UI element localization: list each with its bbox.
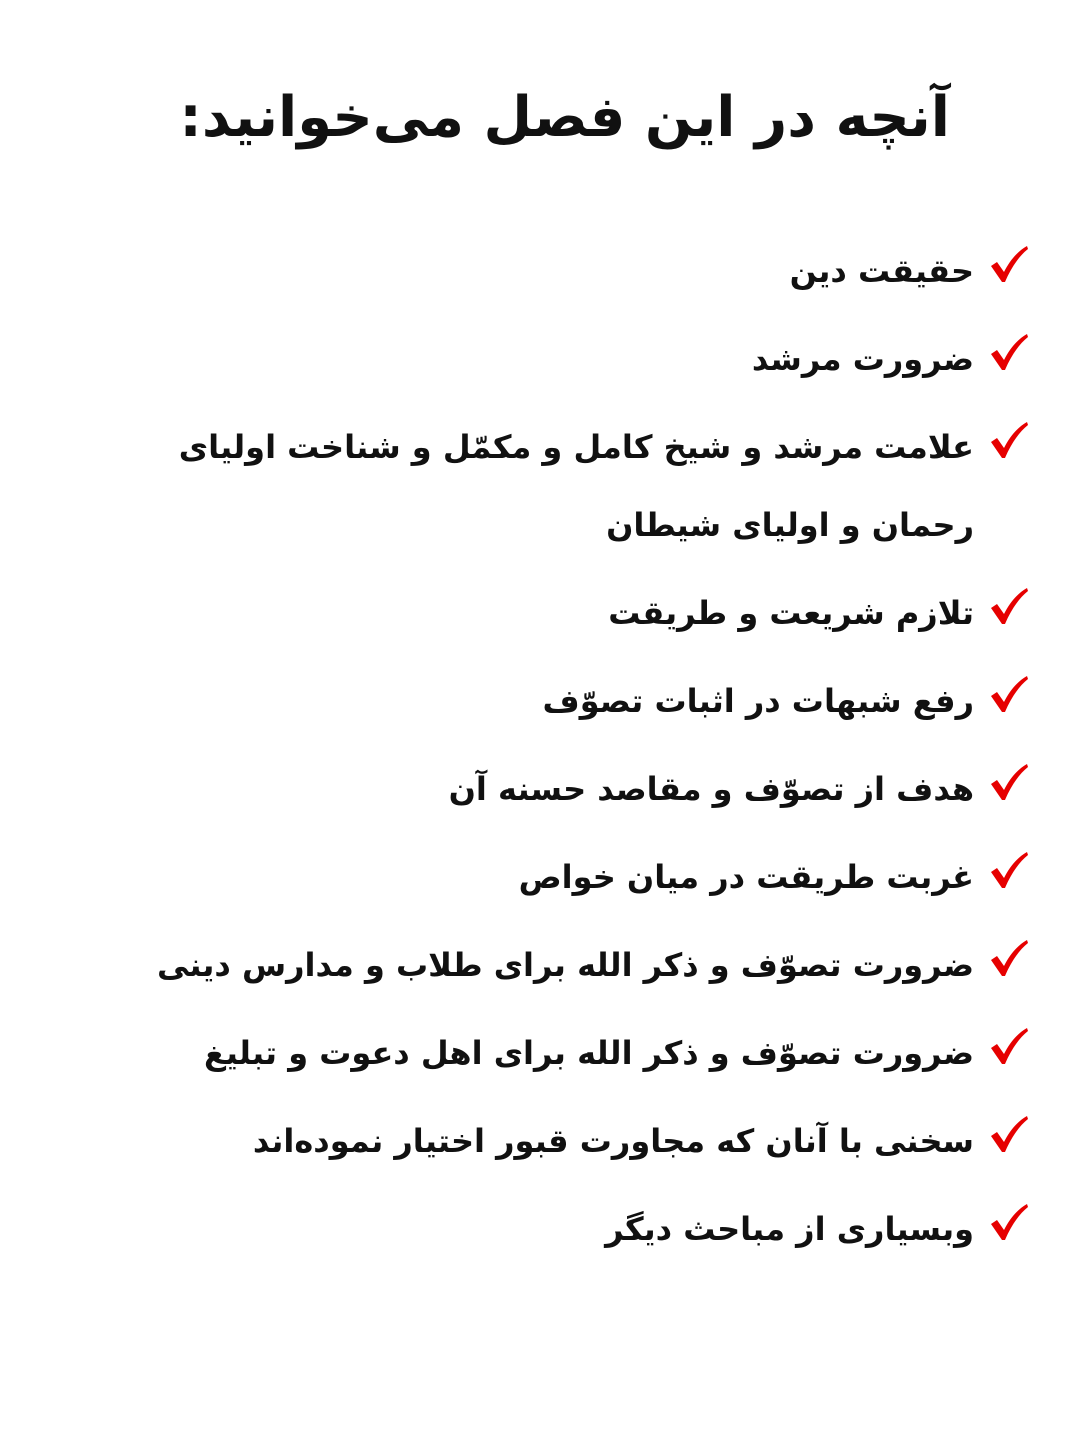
list-item-line: علامت مرشد و شیخ کامل و مکمّل و شناخت اولیای	[178, 428, 974, 466]
checkmark-icon	[988, 762, 1030, 804]
list-item-text	[150, 856, 974, 898]
list-item-text	[150, 338, 974, 380]
checkmark-icon	[988, 244, 1030, 286]
list-item-text	[150, 592, 974, 634]
list-item-text	[150, 680, 974, 722]
list-item	[150, 338, 1030, 380]
list-item-text	[150, 426, 974, 546]
checkmark-icon	[988, 420, 1030, 462]
list-item-line: رحمان و اولیای شیطان	[606, 506, 974, 544]
list-item-text	[150, 250, 974, 292]
list-item	[150, 250, 1030, 292]
checkmark-icon	[988, 850, 1030, 892]
list-item	[150, 856, 1030, 898]
list-item	[150, 680, 1030, 722]
checkmark-icon	[988, 1114, 1030, 1156]
list-item	[150, 768, 1030, 810]
list-item	[150, 1032, 1030, 1074]
list-item-line: هدف از تصوّف و مقاصد حسنه آن	[448, 770, 974, 808]
list-item-line: ضرورت تصوّف و ذکر الله برای طلاب و مدارس دینی	[156, 946, 974, 984]
list-item-line: حقیقت دین	[789, 252, 974, 290]
list-item-text	[150, 1208, 974, 1250]
topics-list	[150, 250, 1030, 1296]
list-item-text	[150, 944, 974, 986]
checkmark-icon	[988, 332, 1030, 374]
checkmark-icon	[988, 1202, 1030, 1244]
list-item	[150, 1120, 1030, 1162]
checkmark-icon	[988, 938, 1030, 980]
list-item	[150, 592, 1030, 634]
checkmark-icon	[988, 1026, 1030, 1068]
list-item	[150, 1208, 1030, 1250]
list-item-line: غربت طریقت در میان خواص	[518, 858, 974, 896]
checkmark-icon	[988, 674, 1030, 716]
list-item-line: سخنی با آنان که مجاورت قبور اختیار نموده‌اند	[252, 1122, 974, 1160]
checkmark-icon	[988, 586, 1030, 628]
list-item-line: ضرورت تصوّف و ذکر الله برای اهل دعوت و تبلیغ	[203, 1034, 974, 1072]
list-item	[150, 426, 1030, 546]
page-title: آنچه در این فصل می‌خوانید:	[179, 85, 950, 150]
list-item-line: ضرورت مرشد	[751, 340, 974, 378]
list-item	[150, 944, 1030, 986]
list-item-line: تلازم شریعت و طریقت	[608, 594, 974, 632]
list-item-line: رفع شبهات در اثبات تصوّف	[542, 682, 974, 720]
list-item-text	[150, 1032, 974, 1074]
list-item-text	[150, 1120, 974, 1162]
list-item-line: وبسیاری از مباحث دیگر	[605, 1210, 974, 1248]
list-item-text	[150, 768, 974, 810]
